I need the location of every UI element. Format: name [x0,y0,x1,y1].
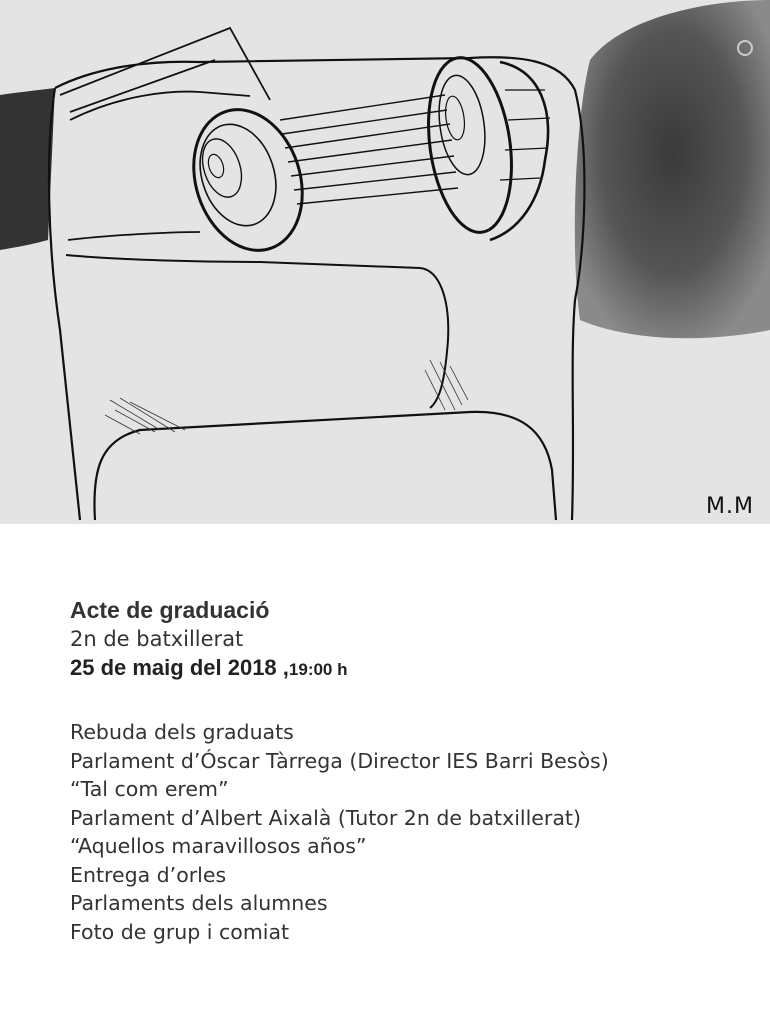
artist-signature: M.M [706,494,754,519]
program-item: Parlament d’Albert Aixalà (Tutor 2n de batxillerat) [70,805,581,830]
event-date-line [70,654,730,684]
program-item: Entrega d’orles [70,862,227,887]
event-time: 19:00 h [288,660,348,679]
program-item: Rebuda dels graduats [70,720,294,744]
program-item: “Tal com erem” [70,777,229,801]
event-title: Acte de graduació [70,597,270,623]
program-list [70,718,750,946]
event-date: 25 de maig del 2018 [70,655,277,680]
event-subtitle: 2n de batxillerat [70,627,244,651]
event-info [70,596,730,684]
program-item: Parlaments dels alumnes [70,891,328,915]
program-item: Foto de grup i comiat [70,919,290,944]
time-separator: , [276,655,289,680]
program-item: Parlament d’Óscar Tàrrega (Director IES Barri Besòs) [70,748,609,773]
program-item: “Aquellos maravillosos años” [70,834,367,858]
